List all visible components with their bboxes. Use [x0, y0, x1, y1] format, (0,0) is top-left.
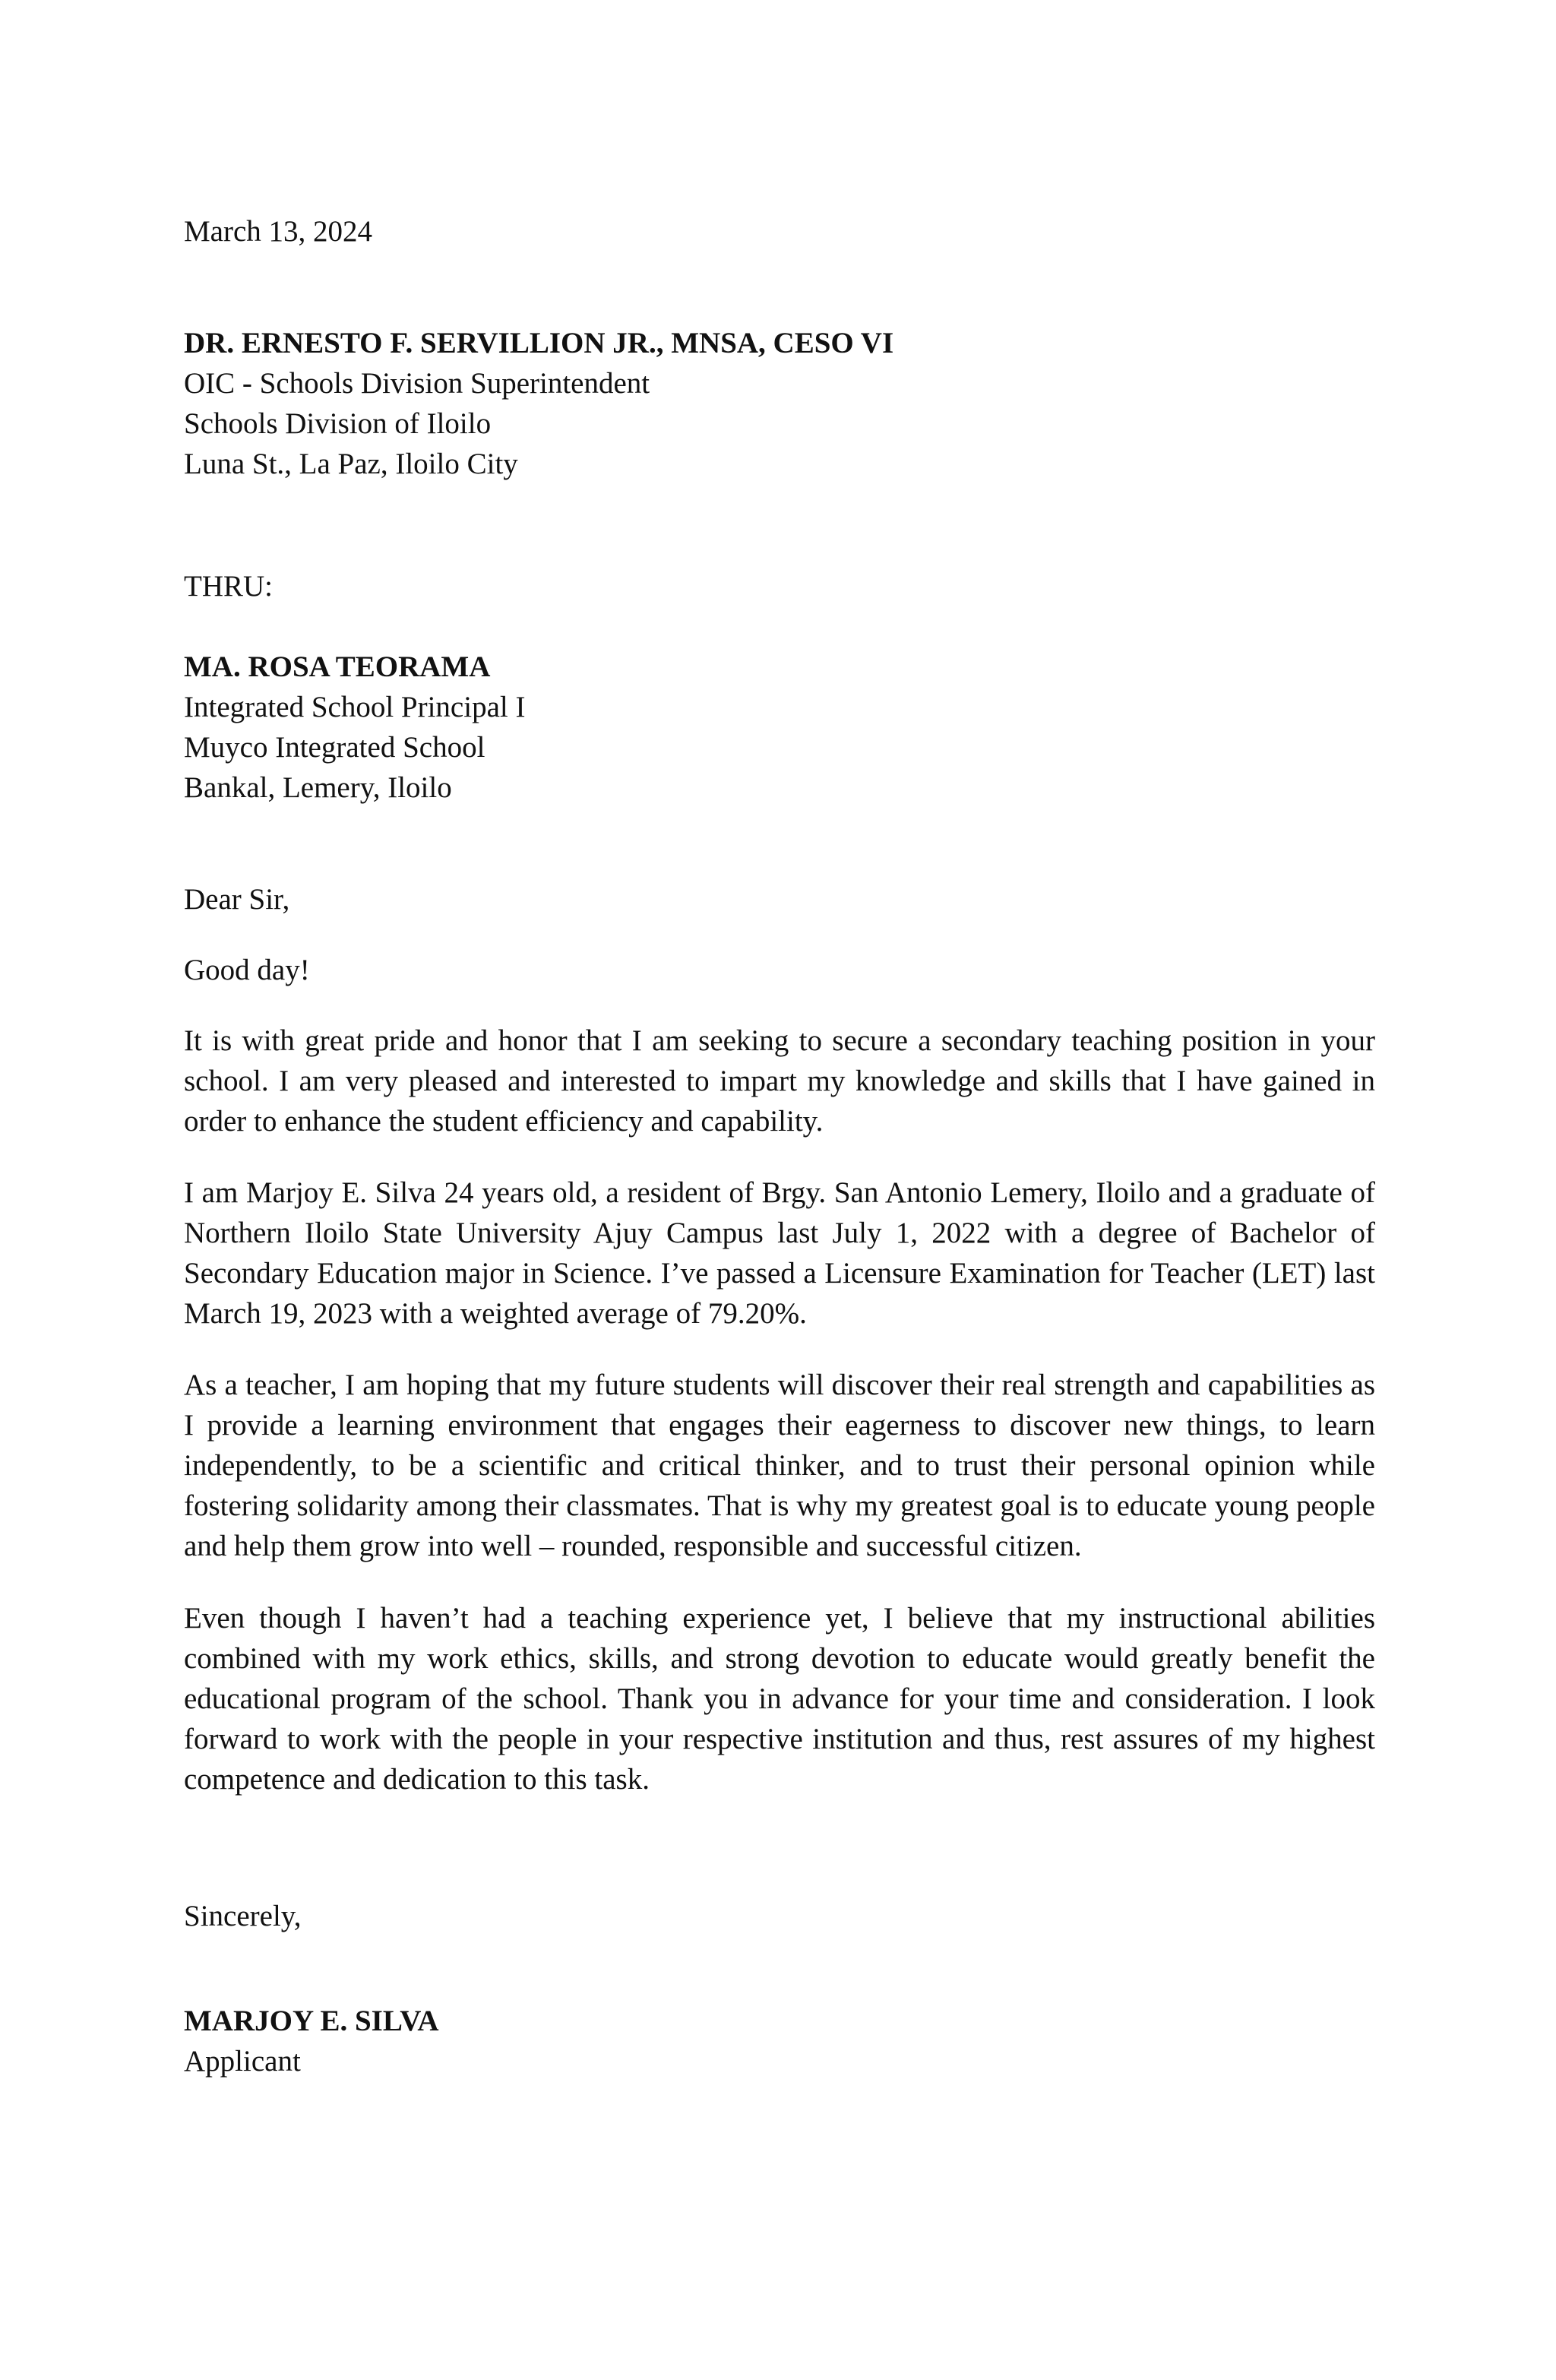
thru-name: MA. ROSA TEORAMA: [184, 650, 491, 683]
thru-school: Muyco Integrated School: [184, 731, 485, 764]
recipient-block: [184, 323, 1375, 484]
recipient-address: Luna St., La Paz, Iloilo City: [184, 448, 518, 480]
paragraph-text: It is with great pride and honor that I am seeking to secure a secondary teaching position in your school. I am very pleased and interested to impart my knowledge and skills that I have gained in order to enhance the student efficiency and capability.: [184, 1024, 1375, 1138]
body-paragraph-2: [184, 1173, 1375, 1334]
body-paragraph-3: [184, 1365, 1375, 1566]
body-paragraph-4: [184, 1598, 1375, 1799]
paragraph-text: I am Marjoy E. Silva 24 years old, a resident of Brgy. San Antonio Lemery, Iloilo and a graduate of Northern Iloilo State University Ajuy Campus last July 1, 2022 with a degree of Bachelor of Secondary Education major in Science. I’ve passed a Licensure Examination for Teacher (LET) last March 19, 2023 with a weighted average of 79.20%.: [184, 1176, 1375, 1330]
recipient-office: Schools Division of Iloilo: [184, 407, 492, 440]
thru-block: [184, 647, 1375, 808]
thru-label: THRU:: [184, 570, 273, 603]
recipient-name: DR. ERNESTO F. SERVILLION JR., MNSA, CESO VI: [184, 327, 894, 359]
closing: Sincerely,: [184, 1900, 302, 1932]
recipient-title: OIC - Schools Division Superintendent: [184, 367, 650, 400]
thru-title: Integrated School Principal I: [184, 691, 526, 723]
paragraph-text: As a teacher, I am hoping that my future students will discover their real strength and capabilities as I provide a learning environment that engages their eagerness to discover new things, to learn independently, to be a scientific and critical thinker, and to trust their personal opinion while fostering solidarity among their classmates. That is why my greatest goal is to educate young people and help them grow into well – rounded, responsible and successful citizen.: [184, 1369, 1375, 1562]
signature-block: [184, 2001, 1375, 2081]
body-paragraph-1: [184, 1021, 1375, 1141]
greeting: Good day!: [184, 954, 310, 986]
salutation: Dear Sir,: [184, 883, 290, 916]
thru-address: Bankal, Lemery, Iloilo: [184, 771, 452, 804]
paragraph-text: Even though I haven’t had a teaching experience yet, I believe that my instructional abilities combined with my work ethics, skills, and strong devotion to educate would greatly benefit the educational program of the school. Thank you in advance for your time and consideration. I look forward to work with the people in your respective institution and thus, rest assures of my highest competence and dedication to this task.: [184, 1602, 1375, 1796]
signatory-name: MARJOY E. SILVA: [184, 2005, 439, 2037]
letter-date: March 13, 2024: [184, 215, 373, 248]
signatory-role: Applicant: [184, 2045, 301, 2078]
